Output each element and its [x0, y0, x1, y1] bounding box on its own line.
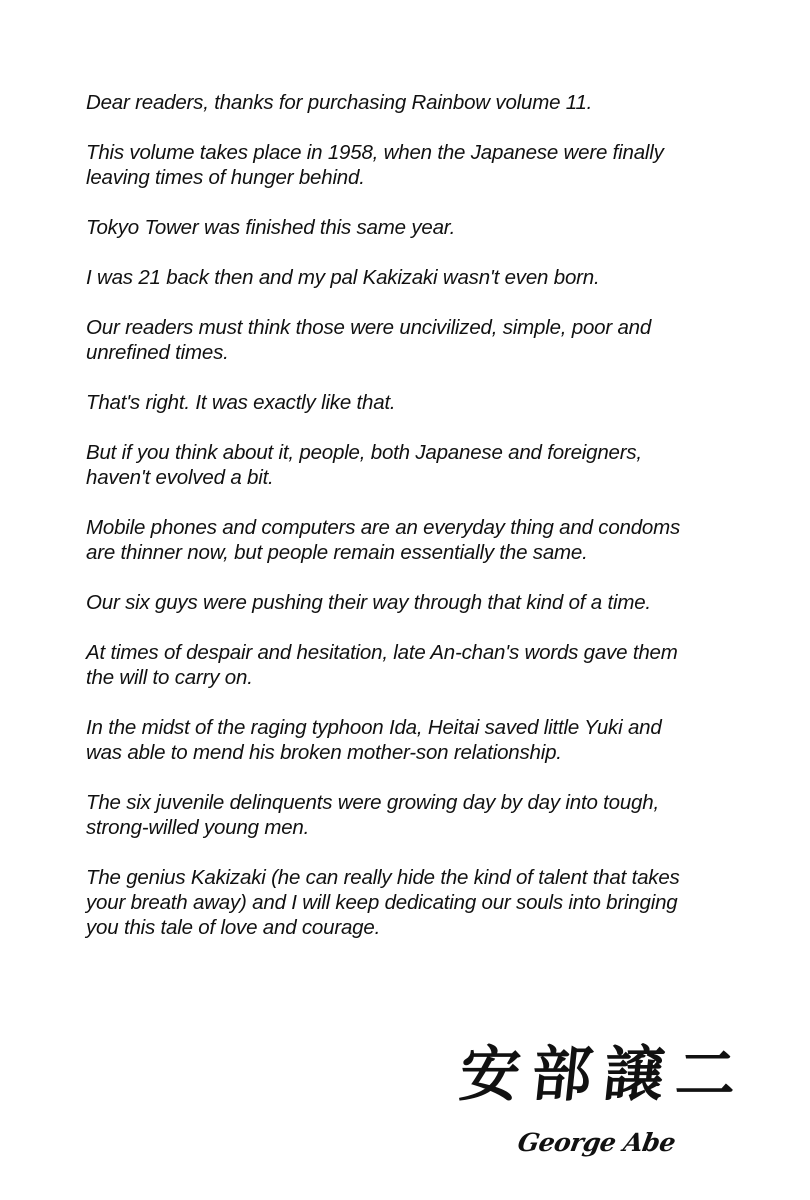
letter-body	[86, 90, 766, 965]
paragraph-1958: This volume takes place in 1958, when the Japanese were finally leaving times of hunger behind.	[86, 141, 664, 189]
paragraph-not-evolved: But if you think about it, people, both Japanese and foreigners, haven't evolved a bit.	[86, 441, 642, 489]
paragraph-tokyo-tower: Tokyo Tower was finished this same year.	[86, 216, 456, 239]
signature-kanji: 安部譲二	[456, 1040, 752, 1110]
paragraph-readers-think: Our readers must think those were uncivilized, simple, poor and unrefined times.	[86, 316, 652, 364]
paragraph-six-guys: Our six guys were pushing their way through that kind of a time.	[86, 591, 651, 614]
paragraph-greeting: Dear readers, thanks for purchasing Rainbow volume 11.	[86, 91, 593, 114]
paragraph-thats-right: That's right. It was exactly like that.	[86, 391, 396, 414]
paragraph-closing: The genius Kakizaki (he can really hide the kind of talent that takes your breath away) and I will keep dedicating our souls into bringing you this tale of love and courage.	[86, 866, 680, 939]
paragraph-typhoon: In the midst of the raging typhoon Ida, Heitai saved little Yuki and was able to mend his broken mother-son relationship.	[86, 716, 662, 764]
paragraph-despair: At times of despair and hesitation, late An-chan's words gave them the will to carry on.	[86, 641, 678, 689]
paragraph-mobile-phones: Mobile phones and computers are an everyday thing and condoms are thinner now, but people remain essentially the same.	[86, 516, 681, 564]
paragraph-age: I was 21 back then and my pal Kakizaki wasn't even born.	[86, 266, 600, 289]
author-signature	[456, 1040, 760, 1170]
signature-romanized: George Abe	[515, 1128, 678, 1157]
paragraph-delinquents: The six juvenile delinquents were growing day by day into tough, strong-willed young men.	[86, 791, 659, 839]
